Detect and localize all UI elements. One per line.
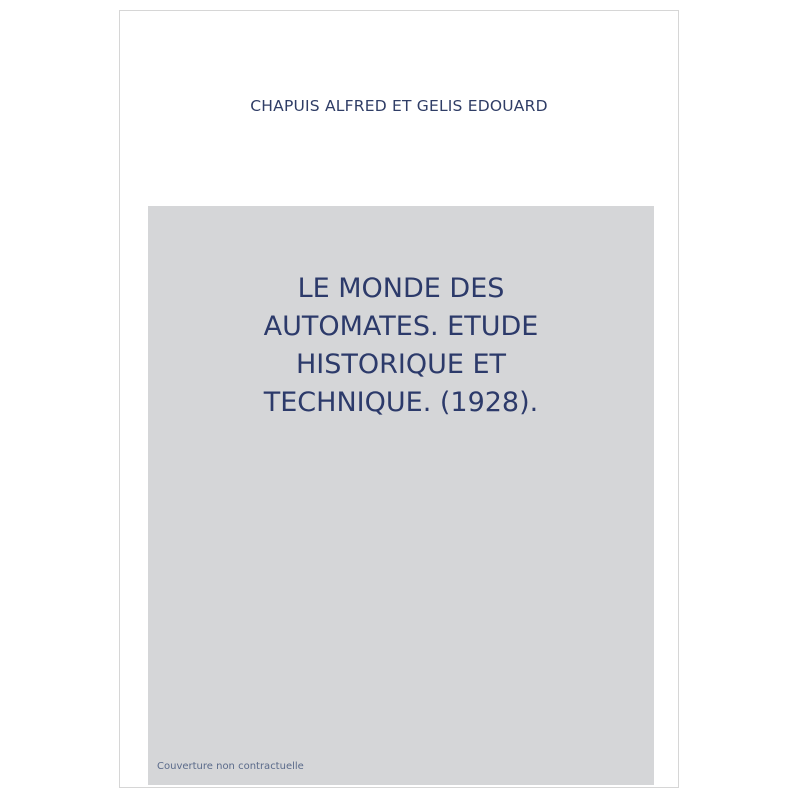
book-title-line: LE MONDE DES bbox=[297, 273, 505, 304]
book-title bbox=[148, 270, 654, 422]
book-author: CHAPUIS ALFRED ET GELIS EDOUARD bbox=[250, 97, 548, 115]
book-cover bbox=[119, 10, 679, 788]
book-title-line: AUTOMATES. ETUDE bbox=[263, 311, 539, 342]
cover-placeholder-panel bbox=[148, 206, 654, 785]
book-title-line: TECHNIQUE. (1928). bbox=[263, 387, 539, 418]
book-title-line: HISTORIQUE ET bbox=[295, 349, 507, 380]
cover-disclaimer: Couverture non contractuelle bbox=[157, 761, 304, 772]
